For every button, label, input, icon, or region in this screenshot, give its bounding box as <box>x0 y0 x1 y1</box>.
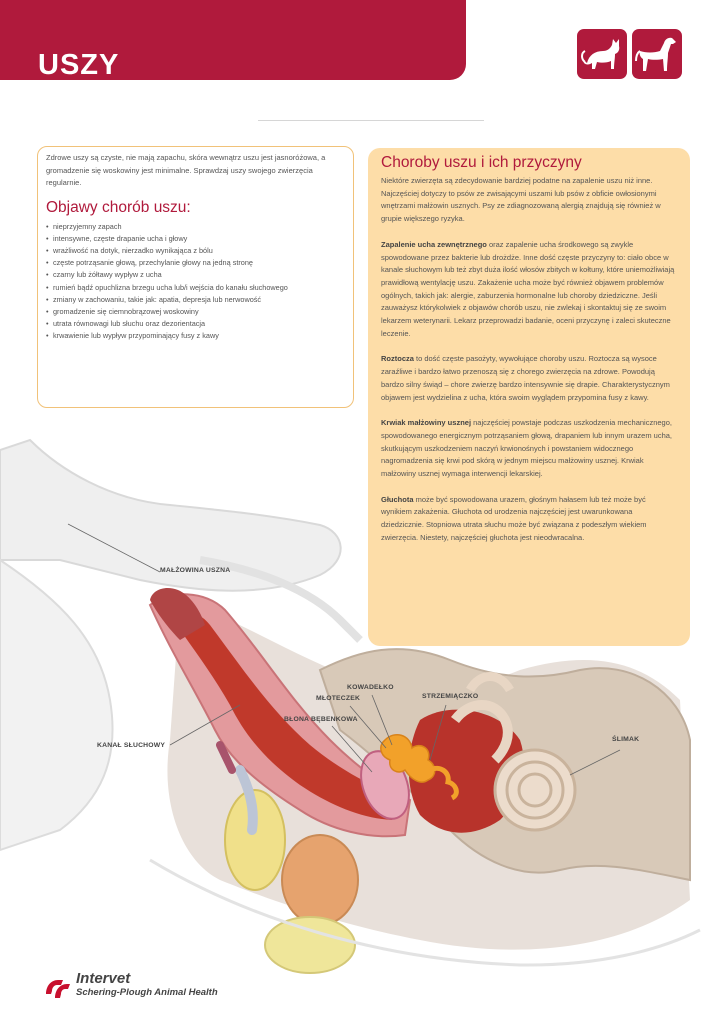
brand-subtitle: Schering-Plough Animal Health <box>76 987 218 998</box>
list-item: • gromadzenie się ciemnobrązowej woskowiny <box>46 306 345 318</box>
list-item: • częste potrząsanie głową, przechylanie głowy na jedną stronę <box>46 257 345 269</box>
section-term: Krwiak małżowiny usznej <box>381 418 472 428</box>
brand-name: Intervet <box>76 970 131 987</box>
section-text: to dość częste pasożyty, wywołujące choroby uszu. Roztocza są wysoce zaraźliwe i bardzo łatwo przenoszą się z chorego zwierzęcia na zdrowe. Powodują bardzo silny świąd – chore zwierzę bardzo intensywnie się drapie. Charakterystycznym objawem jest wydzielina z ucha, która swoim wyglądem przypomina fusy z kawy. <box>381 354 670 402</box>
intervet-logo-mark-icon <box>43 972 71 1000</box>
label-kanal-sluchowy: KANAŁ SŁUCHOWY <box>97 742 166 749</box>
label-blona-bebenkowa: BŁONA BĘBENKOWA <box>284 716 358 723</box>
list-item: • wrażliwość na dotyk, nierzadko wynikająca z bólu <box>46 245 345 257</box>
section-zapalenie <box>381 239 677 341</box>
list-item: • zmiany w zachowaniu, takie jak: apatia, depresja lub nerwowość <box>46 294 345 306</box>
list-item: • krwawienie lub wypływ przypominający fusy z kawy <box>46 330 345 342</box>
symptoms-panel <box>37 146 354 408</box>
intervet-logo <box>43 970 243 1004</box>
list-item: • rumień bądź opuchlizna brzegu ucha lub/i wejścia do kanału słuchowego <box>46 282 345 294</box>
section-text: najczęściej powstaje podczas uszkodzenia mechanicznego, spowodowanego energicznym potrząsaniem głową, drapaniem lub innym urazem ucha, skutkującym uszkodzeniem naczyń krwionośnych i powstaniem widocznego nagromadzenia się krwi pod skórą w jednym miejscu małżowiny usznej. Krwiak małżowiny usznej wymaga interwencji lekarskiej. <box>381 418 672 479</box>
list-item: • czarny lub żółtawy wypływ z ucha <box>46 269 345 281</box>
section-roztocza <box>381 353 677 404</box>
section-text: oraz zapalenie ucha środkowego są zwykle spowodowane przez bakterie lub drożdże. Inne dość częste przyczyny to: ciało obce w kanale słuchowym lub też zbyt duża ilość włosów zbitych w kołtuny, które uniemożliwiają prawidłową wentylację uszu. Zakażenie ucha może być również objawem problemów ogólnych, takich jak: alergie, zaburzenia hormonalne lub choroby dziedziczne. Jeśli zauważysz którykolwiek z objawów chorób uszu, nie zwlekaj i skontaktuj się ze swoim lekarzem weterynarii. Lekarz przeprowadzi badanie, oceni przyczynę i zaleci skuteczne leczenie. <box>381 239 675 338</box>
page-title: USZY <box>38 49 120 81</box>
symptoms-heading: Objawy chorób uszu: <box>46 198 191 216</box>
intro-text: Zdrowe uszy są czyste, nie mają zapachu, skóra wewnątrz uszu jest jasnoróżowa, a gromadzenie się woskowiny jest minimalne. Sprawdzaj uszy swojego zwierzęcia regularnie. <box>46 153 326 187</box>
label-mloteczek: MŁOTECZEK <box>316 695 361 702</box>
symptoms-list <box>46 221 345 343</box>
diseases-heading: Choroby uszu i ich przyczyny <box>381 154 582 171</box>
label-strzemiaczko: STRZEMIĄCZKO <box>422 693 479 700</box>
section-krwiak <box>381 417 677 481</box>
list-item: • nieprzyjemny zapach <box>46 221 345 233</box>
list-item: • utrata równowagi lub słuchu oraz dezorientacja <box>46 318 345 330</box>
diseases-panel <box>368 148 690 646</box>
section-text: może być spowodowana urazem, głośnym hałasem lub też może być wynikiem zakażenia. Głuchota od urodzenia najczęściej jest uwarunkowana dziedzicznie. Stopniowa utrata słuchu może być związana z podeszłym wiekiem zwierzęcia. Niestety, najczęściej głuchota jest nieodwracalna. <box>381 494 647 542</box>
section-term: Roztocza <box>381 354 414 364</box>
label-slimak: ŚLIMAK <box>612 736 640 743</box>
label-kowadelko: KOWADEŁKO <box>347 684 394 691</box>
section-gluchota <box>381 494 677 545</box>
section-term: Zapalenie ucha zewnętrznego <box>381 239 487 249</box>
diseases-intro: Niektóre zwierzęta są zdecydowanie bardziej podatne na zapalenie uszu niż inne. Najczęściej dotyczy to psów ze zwisającymi uszami lub psów z obficie owłosionymi wnętrzami małżowin usznych. Psy ze zdiagnozowaną alergią znajdują się również w grupie większego ryzyka. <box>381 176 661 224</box>
section-term: Głuchota <box>381 494 414 504</box>
list-item: • intensywne, częste drapanie ucha i głowy <box>46 233 345 245</box>
label-malzowina-uszna: MAŁŻOWINA USZNA <box>160 567 231 574</box>
